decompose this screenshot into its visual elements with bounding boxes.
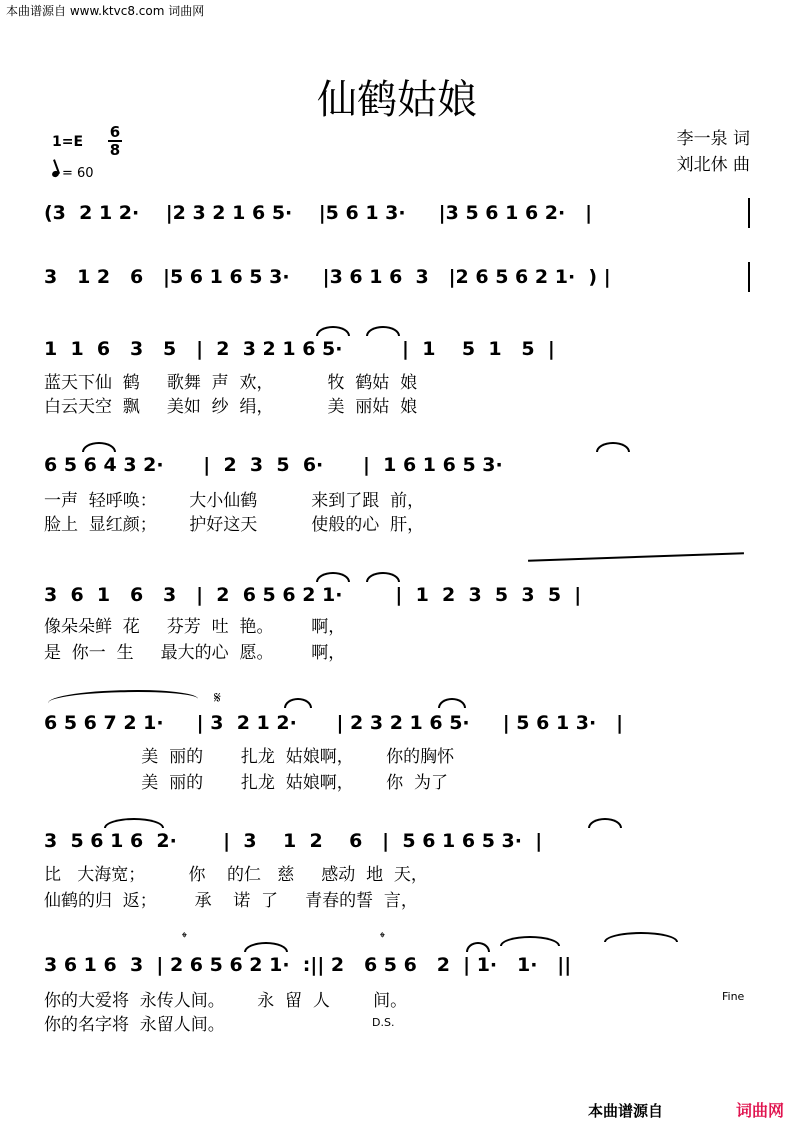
slur bbox=[588, 818, 622, 828]
lyric-line: 你的名字将 永留人间。 bbox=[44, 1015, 225, 1035]
notation-row: 3 1 2 6 |5 6 1 6 5 3· |3 6 1 6 3 |2 6 5 6 2 1· ) | bbox=[44, 266, 611, 288]
segno-icon: 𝄋 bbox=[214, 688, 221, 707]
time-signature bbox=[108, 124, 122, 158]
time-numerator: 6 bbox=[109, 123, 121, 141]
page-title: 仙鹤姑娘 bbox=[317, 77, 477, 123]
slur bbox=[316, 572, 350, 582]
composer-credit: 刘北休 曲 bbox=[676, 155, 750, 175]
coda-icon: 𝄌 bbox=[380, 930, 385, 946]
lyricist-credit: 李一泉 词 bbox=[676, 129, 750, 149]
key-signature: 1=E bbox=[52, 134, 84, 150]
lyric-line: 是 你一 生 最大的心 愿。 啊， bbox=[44, 643, 346, 663]
slur bbox=[466, 942, 490, 952]
slur bbox=[500, 936, 560, 946]
notation-row: 6 5 6 7 2 1· | 3 2 1 2· | 2 3 2 1 6 5· | 5 6 1 3· | bbox=[44, 712, 624, 734]
notation-row: 3 6 1 6 3 | 2 6 5 6 2 1· :|| 2 6 5 6 2 | 1· 1· || bbox=[44, 954, 572, 976]
notation-row: 6 5 6 4 3 2· | 2 3 5 6· | 1 6 1 6 5 3· bbox=[44, 454, 503, 476]
footer-source-label: 本曲谱源自 bbox=[588, 1102, 664, 1120]
notation-row: 3 5 6 1 6 2· | 3 1 2 6 | 5 6 1 6 5 3· | bbox=[44, 830, 543, 852]
lyric-line: 美 丽的 扎龙 姑娘啊， 你 为了 bbox=[44, 773, 448, 793]
lyric-line: 蓝天下仙 鹤 歌舞 声 欢， 牧 鹤姑 娘 bbox=[44, 373, 418, 393]
lyric-line: 比 大海宽； 你 的仁 慈 感动 地 天， bbox=[44, 865, 428, 885]
time-denominator: 8 bbox=[109, 141, 121, 159]
tempo-value: = 60 bbox=[62, 166, 94, 181]
tempo-marking bbox=[52, 166, 94, 181]
slur bbox=[596, 442, 630, 452]
notation-row: (3 2 1 2· |2 3 2 1 6 5· |5 6 1 3· |3 5 6 1 6 2· | bbox=[44, 202, 593, 224]
slur bbox=[284, 698, 312, 708]
barline bbox=[748, 198, 750, 228]
fine-mark: Fine bbox=[722, 990, 745, 1003]
ds-mark: D.S. bbox=[372, 1016, 395, 1029]
barline bbox=[748, 262, 750, 292]
notation-row: 1 1 6 3 5 | 2 3 2 1 6 5· | 1 5 1 5 | bbox=[44, 338, 555, 360]
lyric-line: 你的大爱将 永传人间。 永 留 人 间。 bbox=[44, 991, 408, 1011]
lyric-line: 美 丽的 扎龙 姑娘啊， 你的胸怀 bbox=[44, 747, 455, 767]
notation-row: 3 6 1 6 3 | 2 6 5 6 2 1· | 1 2 3 5 3 5 | bbox=[44, 584, 582, 606]
slur bbox=[366, 326, 400, 336]
lyric-line: 白云天空 飘 美如 纱 绢， 美 丽姑 娘 bbox=[44, 397, 418, 417]
slur bbox=[104, 818, 164, 828]
lyric-line: 一声 轻呼唤： 大小仙鹤 来到了跟 前， bbox=[44, 491, 425, 511]
lyric-line: 像朵朵鲜 花 芬芳 吐 艳。 啊， bbox=[44, 617, 346, 637]
tie-line bbox=[528, 552, 744, 562]
quarter-note-icon bbox=[51, 170, 60, 178]
slur bbox=[604, 932, 678, 942]
slur bbox=[438, 698, 466, 708]
lyric-line: 仙鹤的归 返； 承 诺 了 青春的誓 言， bbox=[44, 891, 418, 911]
slur bbox=[316, 326, 350, 336]
footer-site-logo[interactable]: 词曲网 bbox=[736, 1101, 785, 1120]
slur bbox=[244, 942, 288, 952]
lyric-line: 脸上 显红颜； 护好这天 使般的心 肝， bbox=[44, 515, 425, 535]
coda-icon: 𝄌 bbox=[182, 930, 187, 946]
slur bbox=[366, 572, 400, 582]
tie-curve bbox=[48, 690, 198, 712]
header-source: 本曲谱源自 www.ktvc8.com 词曲网 bbox=[6, 4, 205, 18]
slur bbox=[82, 442, 116, 452]
